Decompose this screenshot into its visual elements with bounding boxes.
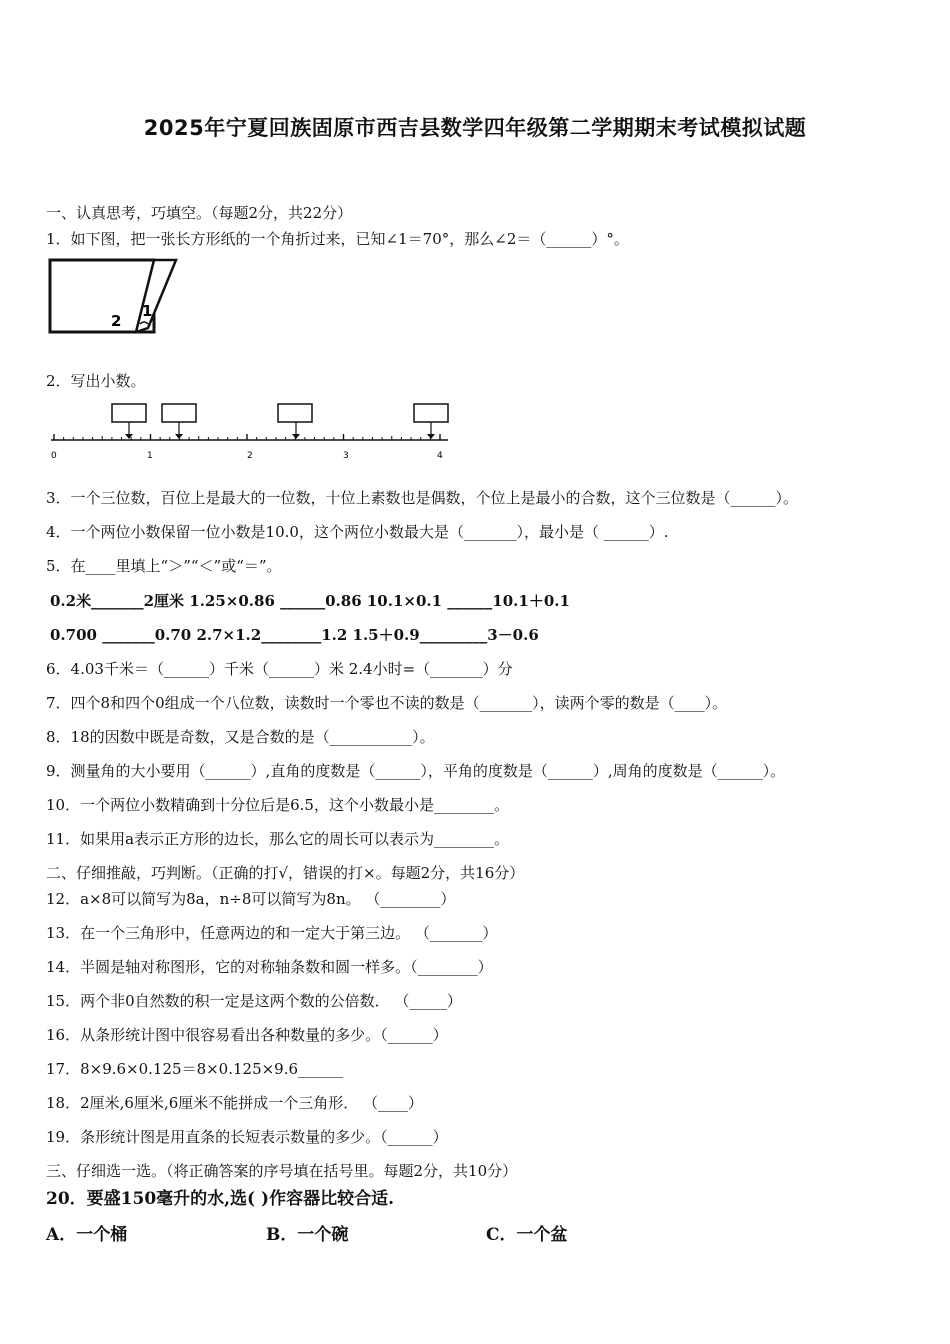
- question-14: 14．半圆是轴对称图形，它的对称轴条数和圆一样多。（________）: [46, 958, 493, 976]
- question-6: 6．4.03千米＝（______）千米（______）米 2.4小时=（_______）分: [46, 660, 513, 678]
- folded-paper-figure: [44, 254, 184, 338]
- question-9: 9．测量角的大小要用（______）,直角的度数是（______），平角的度数是（______）,周角的度数是（______）。: [46, 762, 786, 780]
- tick-label-4: 4: [437, 451, 443, 461]
- section-1-heading: 一、认真思考，巧填空。（每题2分，共22分）: [46, 204, 353, 222]
- question-18: 18．2厘米,6厘米,6厘米不能拼成一个三角形． （____）: [46, 1094, 424, 1112]
- option-c: C．一个盆: [486, 1225, 568, 1245]
- option-b: B．一个碗: [266, 1225, 349, 1245]
- question-12: 12．a×8可以简写为8a，n÷8可以简写为8n。 （________）: [46, 890, 456, 908]
- question-5: 5．在____里填上“＞”“＜”或“＝”。: [46, 557, 282, 575]
- number-line-figure: [46, 398, 456, 462]
- tick-label-0: 0: [51, 451, 57, 461]
- answer-box: [414, 404, 448, 422]
- question-8: 8．18的因数中既是奇数，又是合数的是（___________）。: [46, 728, 435, 746]
- question-19: 19．条形统计图是用直条的长短表示数量的多少。（______）: [46, 1128, 448, 1146]
- question-3: 3．一个三位数，百位上是最大的一位数，十位上素数也是偶数，个位上是最小的合数，这个三位数是（______）。: [46, 489, 799, 507]
- option-a: A．一个桶: [46, 1225, 128, 1245]
- tick-label-2: 2: [247, 451, 253, 461]
- page-title: 2025年宁夏回族固原市西吉县数学四年级第二学期期末考试模拟试题: [143, 116, 807, 140]
- question-5-row-1: 0.2米_______2厘米 1.25×0.86 ______0.86 10.1×0.1 ______10.1＋0.1: [50, 592, 570, 610]
- section-2-heading: 二、仔细推敲，巧判断。（正确的打√，错误的打×。每题2分，共16分）: [46, 864, 525, 882]
- question-15: 15．两个非0自然数的积一定是这两个数的公倍数． （_____）: [46, 992, 462, 1010]
- section-3-heading: 三、仔细选一选。（将正确答案的序号填在括号里。每题2分，共10分）: [46, 1162, 518, 1180]
- answer-box: [162, 404, 196, 422]
- answer-box: [278, 404, 312, 422]
- number-line-ticks: [54, 434, 440, 440]
- question-17: 17．8×9.6×0.125＝8×0.125×9.6______: [46, 1060, 344, 1078]
- question-16: 16．从条形统计图中很容易看出各种数量的多少。（______）: [46, 1026, 448, 1044]
- question-20: 20．要盛150毫升的水,选( )作容器比较合适.: [46, 1189, 394, 1209]
- question-5-row-2: 0.700 _______0.70 2.7×1.2________1.2 1.5＋0.9_________3－0.6: [50, 626, 539, 644]
- answer-box: [112, 404, 146, 422]
- question-11: 11．如果用a表示正方形的边长，那么它的周长可以表示为________。: [46, 830, 510, 848]
- question-4: 4．一个两位小数保留一位小数是10.0，这个两位小数最大是（_______），最小是（ ______）.: [46, 523, 669, 541]
- question-13: 13．在一个三角形中，任意两边的和一定大于第三边。 （_______）: [46, 924, 498, 942]
- angle-2-label: 2: [111, 312, 122, 330]
- question-7: 7．四个8和四个0组成一个八位数，读数时一个零也不读的数是（_______），读两个零的数是（____）。: [46, 694, 728, 712]
- question-2: 2．写出小数。: [46, 372, 146, 390]
- tick-label-1: 1: [147, 451, 153, 461]
- tick-label-3: 3: [343, 451, 349, 461]
- question-10: 10．一个两位小数精确到十分位后是6.5，这个小数最小是________。: [46, 796, 509, 814]
- angle-1-label: 1: [142, 302, 153, 320]
- question-1: 1．如下图，把一张长方形纸的一个角折过来，已知∠1＝70°，那么∠2＝（______）°。: [46, 230, 629, 248]
